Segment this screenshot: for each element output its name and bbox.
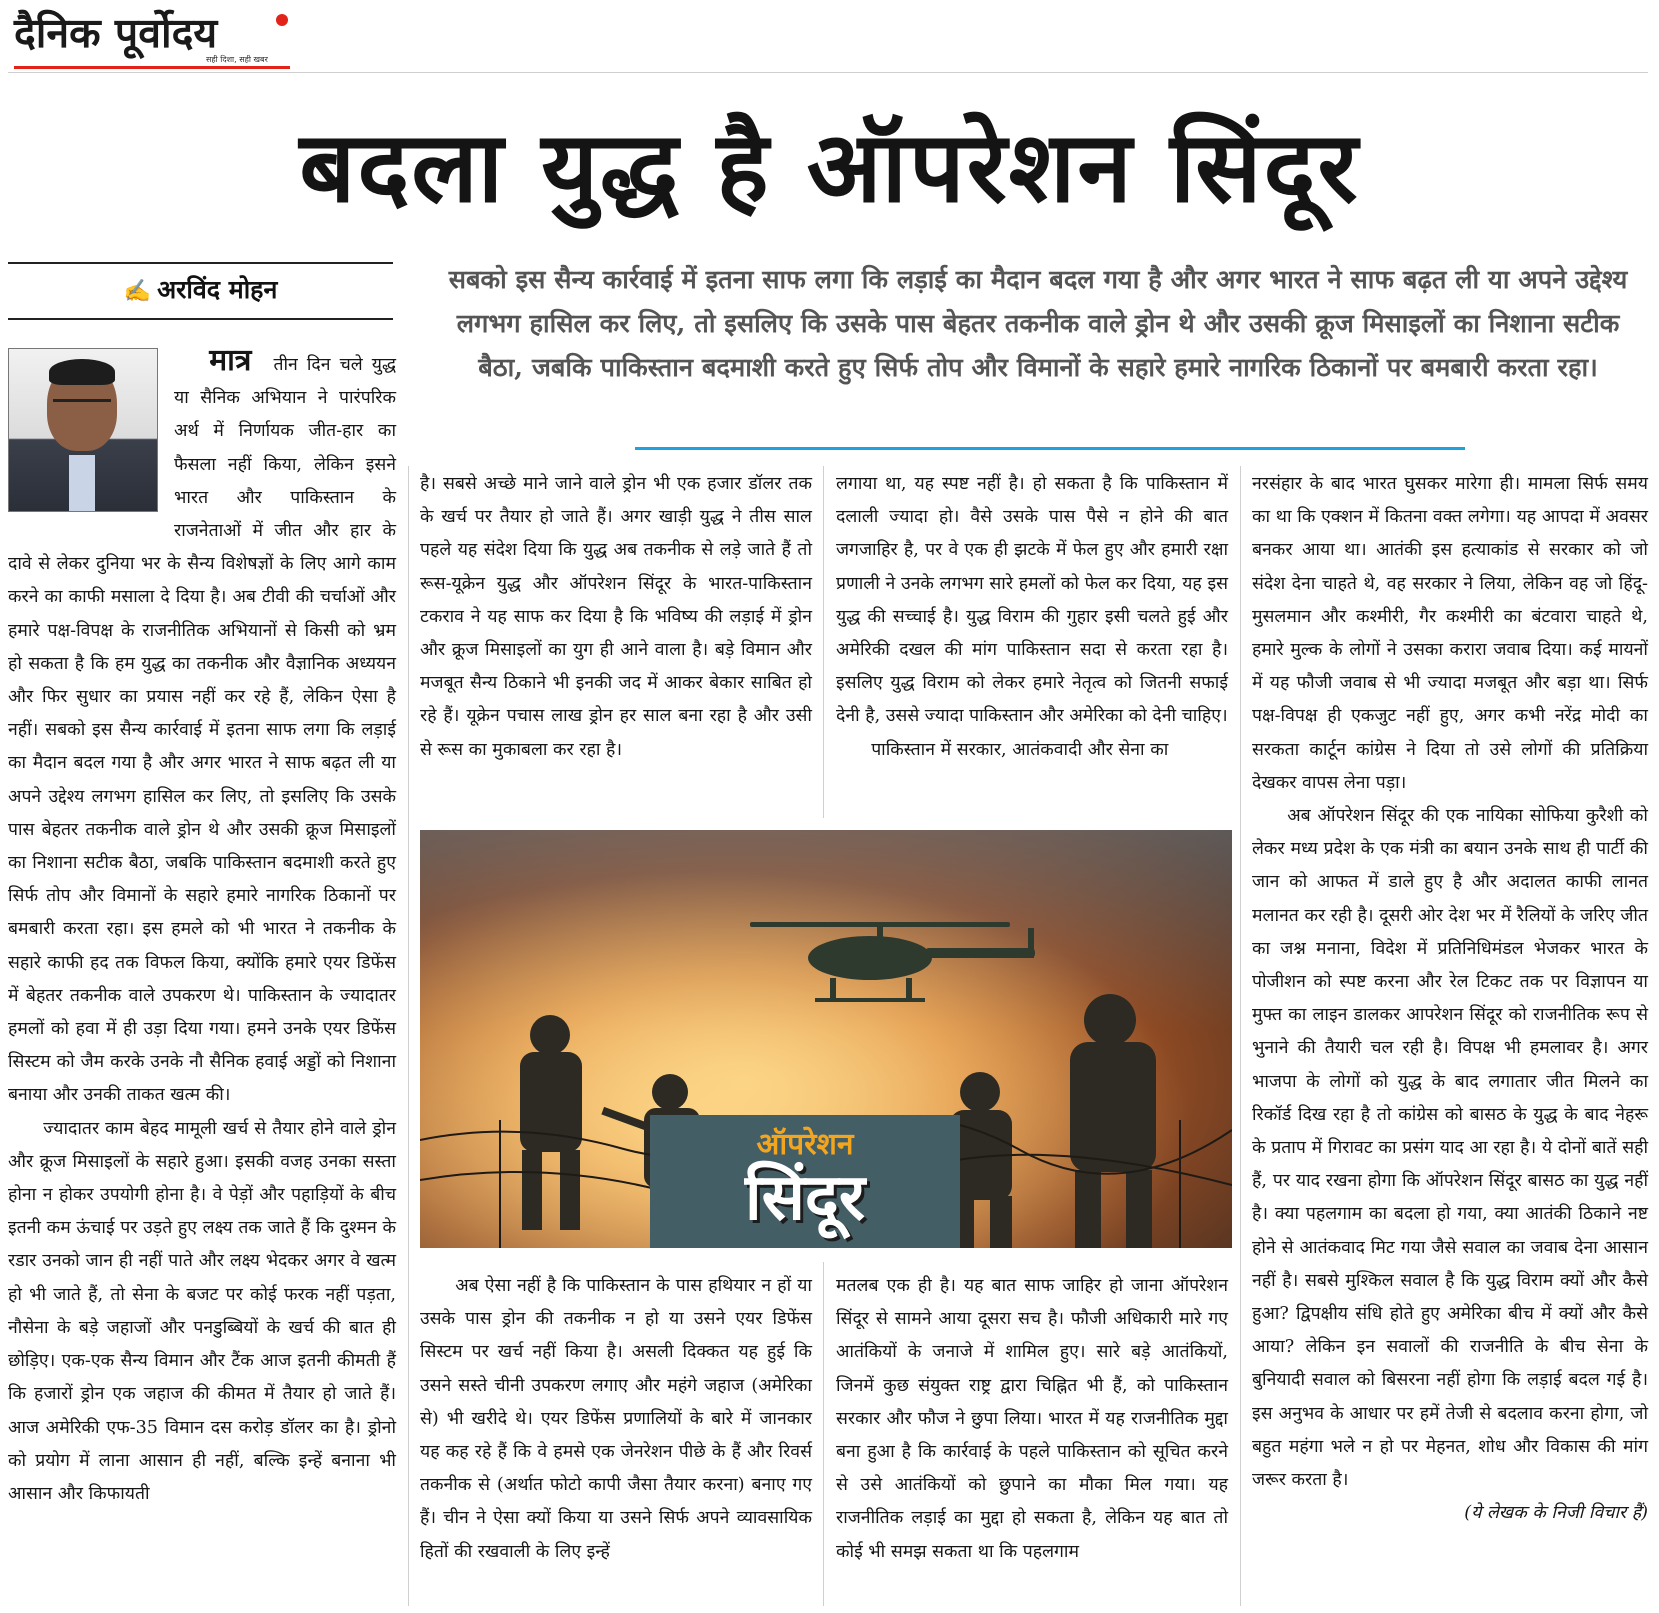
column-1-paragraph-2: ज्यादातर काम बेहद मामूली खर्च से तैयार होने वाले ड्रोन और क्रूज मिसाइलों के सहारे हुआ। इसकी वजह उनका सस्ता होना न होकर उपयोगी होना है। वे पेड़ों और पहाड़ियों के बीच इतनी कम ऊंचाई पर उड़ते हुए लक्ष्य तक जाते हैं कि दुश्मन के रडार उनको जान ही नहीं पाते और लक्ष्य भेदकर अगर वे खत्म हो भी जाते हैं, तो सेना के बजट पर कोई फरक नहीं पड़ता, नौसेना के बड़े जहाजों और पनडुब्बियों के खर्च की बात ही छोड़िए। एक-एक सैन्य विमान और टैंक आज इतनी कीमती हैं कि हजारों ड्रोन एक जहाज की कीमत में तैयार हो जाते हैं। आज अमेरिकी एफ-35 विमान दस करोड़ डॉलर का है। ड्रोनो को प्रयोग में लाना आसान ही नहीं, बल्कि इन्हें बनाना भी आसान और किफायती bbox=[8, 1118, 396, 1504]
column-2-bottom: अब ऐसा नहीं है कि पाकिस्तान के पास हथियार न हों या उसके पास ड्रोन की तकनीक न हो या उसने एयर डिफेंस सिस्टम पर खर्च नहीं किया है। असली दिक्कत यह हुई कि उसने सस्ते चीनी उपकरण लगाए और महंगे जहाज (अमेरिका से) भी खरीदे थे। एयर डिफेंस प्रणालियों के बारे में जानकार यह कह रहे हैं कि वे हमसे एक जेनरेशन पीछे के हैं और रिवर्स तकनीक से (अर्थात फोटो कापी जैसा तैयार करना) बनाए गए हैं। चीन ने ऐसा क्यों किया या उसने सिर्फ अपने व्यावसायिक हितों की रखवाली के लिए इन्हें bbox=[420, 1276, 812, 1562]
standfirst-rule bbox=[635, 447, 1465, 450]
masthead bbox=[8, 4, 1648, 73]
column-divider bbox=[408, 466, 409, 1606]
column-1-paragraph-1: मात्र तीन दिन चले युद्ध या सैनिक अभियान ने पारंपरिक अर्थ में निर्णायक जीत-हार का फैसला नहीं किया, लेकिन इसने भारत और पाकिस्तान के राजनेताओं में जीत और हार के दावे से लेकर दुनिया भर के सैन्य विशेषज्ञों के लिए आगे काम करने का काफी मसाला दे दिया है। अब टीवी की चर्चाओं और हमारे पक्ष-विपक्ष के राजनीतिक अभियानों से किसी को भ्रम हो सकता है कि हम युद्ध का तकनीक और वैज्ञानिक अध्ययन और फिर सुधार का प्रयास नहीं कर रहे हैं, लेकिन ऐसा है नहीं। सबको इस सैन्य कार्रवाई में इतना साफ लगा कि लड़ाई का मैदान बदल गया है और अगर भारत ने साफ बढ़त ली या अपने उद्देश्य लगभग हासिल कर लिए, तो इसलिए कि उसके पास बेहतर तकनीक वाले ड्रोन थे और उसकी क्रूज मिसाइलों का निशाना सटीक बैठा, जबकि पाकिस्तान बदमाशी करते हुए सिर्फ तोप और विमानों के सहारे हमारे नागरिक ठिकानों पर बमबारी करता रहा। इस हमले को भी भारत ने तकनीक के सहारे काफी हद तक विफल किया, क्योंकि हमारे एयर डिफेंस में बेहतर तकनीक वाले उपकरण थे। पाकिस्तान के ज्यादातर हमलों को हवा में ही उड़ा दिया गया। हमने उनके एयर डिफेंस सिस्टम को जैम करके उनके नौ सैनिक हवाई अड्डों को निशाना बनाया और उनकी ताकत खत्म की। bbox=[8, 343, 396, 1106]
newspaper-logo: दैनिक पूर्वोदय bbox=[14, 9, 218, 57]
column-divider bbox=[823, 466, 824, 818]
column-3-top: लगाया था, यह स्पष्ट नहीं है। हो सकता है कि पाकिस्तान में दलाली ज्यादा हो। वैसे उसके पास पैसे न होने की बात जगजाहिर है, पर वे एक ही झटके में फेल हुए और हमारी रक्षा प्रणाली ने उनके लगभग सारे हमलों को फेल कर दिया, यह इस युद्ध की सच्चाई है। युद्ध विराम की गुहार इसी चलते हुई और अमेरिकी दखल की मांग पाकिस्तान सदा से करता रहा है। इसलिए युद्ध विराम को लेकर हमारे नेतृत्व को जितनी सफाई देनी है, उससे ज्यादा पाकिस्तान और अमेरिका को देनी चाहिए। पाकिस्तान में सरकार, आतंकवादी और सेना का bbox=[836, 474, 1228, 760]
article-headline: बदला युद्ध है ऑपरेशन सिंदूर bbox=[299, 111, 1360, 225]
logo-underline bbox=[14, 66, 290, 69]
column-1 bbox=[8, 344, 396, 1511]
column-2-top: है। सबसे अच्छे माने जाने वाले ड्रोन भी एक हजार डॉलर तक के खर्च पर तैयार हो जाते हैं। अगर खाड़ी युद्ध ने तीस साल पहले यह संदेश दिया कि युद्ध अब तकनीक से लड़े जाते हैं तो रूस-यूक्रेन युद्ध और ऑपरेशन सिंदूर के भारत-पाकिस्तान टकराव ने यह साफ कर दिया है कि भविष्य की लड़ाई में ड्रोन और क्रूज मिसाइलों का युग ही आने वाला है। बड़े विमान और मजबूत सैन्य ठिकाने भी इनकी जद में आकर बेकार साबित हो रहे हैं। यूक्रेन पचास लाख ड्रोन हर साल बना रहा है और उसी से रूस का मुकाबला कर रहा है। bbox=[420, 474, 812, 760]
logo-dot-icon bbox=[276, 14, 288, 26]
byline-rule-top bbox=[8, 262, 393, 264]
column-divider bbox=[1240, 466, 1241, 1606]
operation-sindoor-image bbox=[420, 830, 1232, 1248]
byline-rule-bottom bbox=[8, 318, 393, 320]
author-name: अरविंद मोहन bbox=[157, 275, 278, 304]
badge-caption-small: ऑपरेशन bbox=[756, 1127, 854, 1162]
badge-caption-big: सिंदूर bbox=[745, 1161, 865, 1235]
byline bbox=[8, 270, 393, 311]
pen-icon: ✍ bbox=[123, 278, 152, 304]
column-divider bbox=[823, 1262, 824, 1606]
drop-word: मात्र bbox=[209, 343, 252, 378]
author-note: (ये लेखक के निजी विचार हैं) bbox=[1464, 1503, 1648, 1524]
column-3-bottom: मतलब एक ही है। यह बात साफ जाहिर हो जाना ऑपरेशन सिंदूर से सामने आया दूसरा सच है। फौजी अधिकारी मारे गए आतंकियों के जनाजे में शामिल हुए। सारे बड़े आतंकियों, जिनमें कुछ संयुक्त राष्ट्र द्वारा चिह्नित भी हैं, को पाकिस्तान सरकार और फौज ने छुपा लिया। भारत में यह राजनीतिक मुद्दा बना हुआ है कि कार्रवाई के पहले पाकिस्तान को सूचित करने से उसे आतंकियों को छुपाने का मौका मिल गया। यह राजनीतिक लड़ाई का मुद्दा हो सकता है, लेकिन यह बात तो कोई भी समझ सकता था कि पहलगाम bbox=[836, 1276, 1228, 1562]
newspaper-tagline: सही दिशा, सही खबर bbox=[206, 55, 268, 64]
column-4: नरसंहार के बाद भारत घुसकर मारेगा ही। मामला सिर्फ समय का था कि एक्शन में कितना वक्त लगेगा। यह आपदा में अवसर बनकर आया था। आतंकी इस हत्याकांड से सरकार को जो संदेश देना चाहते थे, वह सरकार ने लिया, लेकिन वह जो हिंदू-मुसलमान और कश्मीरी, गैर कश्मीरी का बंटवारा चाहते थे, हमारे मुल्क के लोगों ने उसका करारा जवाब दिया। कई मायनों में यह फौजी जवाब से भी ज्यादा मजबूत और बड़ा था। सिर्फ पक्ष-विपक्ष ही एकजुट नहीं हुए, अगर कभी नरेंद्र मोदी का सरकता कार्टून कांग्रेस ने दिया तो उसे लोगों की प्रतिक्रिया देखकर वापस लेना पड़ा। अब ऑपरेशन सिंदूर की एक नायिका सोफिया कुरैशी को लेकर मध्य प्रदेश के एक मंत्री का बयान उनके साथ ही पार्टी की जान को आफत में डाले हुए है और अदालत काफी लानत मलानत कर रही है। दूसरी ओर देश भर में रैलियों के जरिए जीत का जश्न मनाना, विदेश में प्रतिनिधिमंडल भेजकर भारत के पोजीशन को स्पष्ट करना और रेल टिकट तक पर विज्ञापन या मुफ्त का लाइन डालकर आपरेशन सिंदूर को राजनीतिक रूप से भुनाने की तैयारी चल रही है। विपक्ष भी हमलावर है। अगर भाजपा के लोगों को युद्ध के बाद लगातार जीत मिलने का रिकॉर्ड दिख रहा है तो कांग्रेस को बासठ के युद्ध के बाद नेहरू के प्रताप में गिरावट का प्रसंग याद आ रहा है। ये दोनों बातें सही हैं, पर याद रखना होगा कि ऑपरेशन सिंदूर बासठ का युद्ध नहीं है। क्या पहलगाम का बदला हो गया, क्या आतंकी ठिकाने नष्ट होने से आतंकवाद मिट गया जैसे सवाल का जवाब देना आसान नहीं है। सबसे मुश्किल सवाल है कि युद्ध विराम क्यों और कैसे हुआ? द्विपक्षीय संधि होते हुए अमेरिका बीच में क्यों और कैसे आया? लेकिन इन सवालों की राजनीति के बीच सेना के बुनियादी सवाल को बिसरना नहीं होगा कि लड़ाई बदल गई है। इस अनुभव के आधार पर हमें तेजी से बदलाव करना होगा, जो बहुत महंगा भले न हो पर मेहनत, शोध और विकास की मांग जरूर करता है। (ये लेखक के निजी विचार हैं) bbox=[1252, 468, 1648, 1531]
standfirst: सबको इस सैन्य कार्रवाई में इतना साफ लगा कि लड़ाई का मैदान बदल गया है और अगर भारत ने साफ बढ़त ली या अपने उद्देश्य लगभग हासिल कर लिए, तो इसलिए कि उसके पास बेहतर तकनीक वाले ड्रोन थे और उसकी क्रूज मिसाइलों का निशाना सटीक बैठा, जबकि पाकिस्तान बदमाशी करते हुए सिर्फ तोप और विमानों के सहारे हमारे नागरिक ठिकानों पर बमबारी करता रहा। bbox=[448, 265, 1628, 383]
